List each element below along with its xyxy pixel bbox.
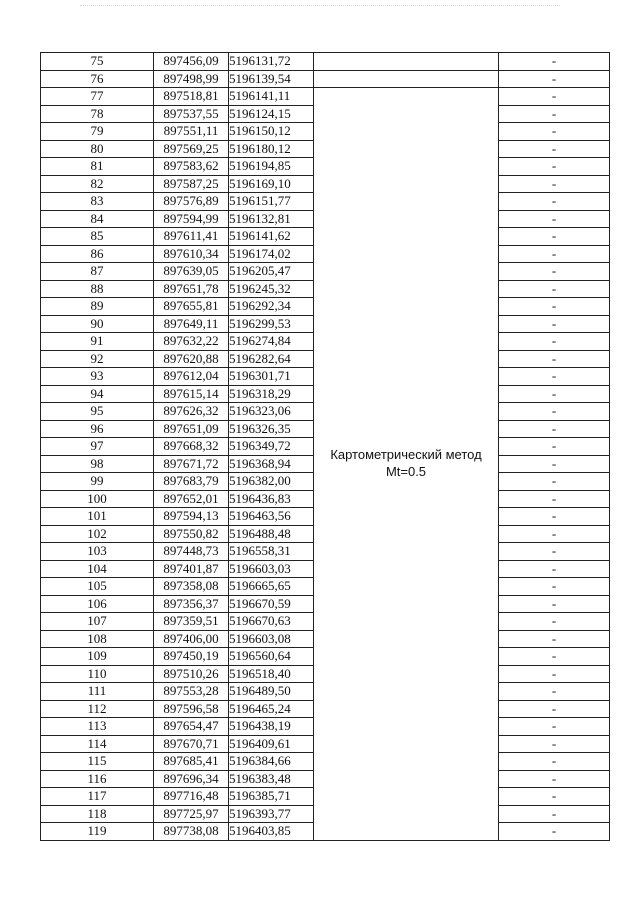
y-coordinate-cell: 5196205,47 — [229, 263, 314, 281]
x-coordinate-cell: 897448,73 — [154, 543, 229, 561]
x-coordinate-cell: 897537,55 — [154, 105, 229, 123]
point-number-cell: 97 — [41, 438, 154, 456]
dash-cell: - — [499, 175, 610, 193]
x-coordinate-cell: 897551,11 — [154, 123, 229, 141]
x-coordinate-cell: 897612,04 — [154, 368, 229, 386]
point-number-cell: 111 — [41, 683, 154, 701]
dash-cell: - — [499, 420, 610, 438]
point-number-cell: 76 — [41, 70, 154, 88]
x-coordinate-cell: 897670,71 — [154, 735, 229, 753]
x-coordinate-cell: 897596,58 — [154, 700, 229, 718]
y-coordinate-cell: 5196463,56 — [229, 508, 314, 526]
point-number-cell: 118 — [41, 805, 154, 823]
x-coordinate-cell: 897685,41 — [154, 753, 229, 771]
table-row — [41, 53, 610, 71]
x-coordinate-cell: 897615,14 — [154, 385, 229, 403]
dash-cell: - — [499, 245, 610, 263]
dash-cell: - — [499, 315, 610, 333]
dash-cell: - — [499, 823, 610, 841]
y-coordinate-cell: 5196385,71 — [229, 788, 314, 806]
point-number-cell: 90 — [41, 315, 154, 333]
x-coordinate-cell: 897358,08 — [154, 578, 229, 596]
point-number-cell: 104 — [41, 560, 154, 578]
point-number-cell: 100 — [41, 490, 154, 508]
y-coordinate-cell: 5196560,64 — [229, 648, 314, 666]
dash-cell: - — [499, 630, 610, 648]
y-coordinate-cell: 5196349,72 — [229, 438, 314, 456]
point-number-cell: 75 — [41, 53, 154, 71]
y-coordinate-cell: 5196194,85 — [229, 158, 314, 176]
x-coordinate-cell: 897626,32 — [154, 403, 229, 421]
y-coordinate-cell: 5196488,48 — [229, 525, 314, 543]
dash-cell: - — [499, 578, 610, 596]
y-coordinate-cell: 5196489,50 — [229, 683, 314, 701]
x-coordinate-cell: 897401,87 — [154, 560, 229, 578]
point-number-cell: 94 — [41, 385, 154, 403]
scan-top-marks — [80, 5, 560, 9]
dash-cell: - — [499, 53, 610, 71]
dash-cell: - — [499, 770, 610, 788]
x-coordinate-cell: 897725,97 — [154, 805, 229, 823]
y-coordinate-cell: 5196141,62 — [229, 228, 314, 246]
dash-cell: - — [499, 280, 610, 298]
method-text: Картометрический метод — [330, 447, 482, 463]
dash-cell: - — [499, 560, 610, 578]
point-number-cell: 107 — [41, 613, 154, 631]
x-coordinate-cell: 897610,34 — [154, 245, 229, 263]
point-number-cell: 98 — [41, 455, 154, 473]
x-coordinate-cell: 897668,32 — [154, 438, 229, 456]
dash-cell: - — [499, 385, 610, 403]
x-coordinate-cell: 897359,51 — [154, 613, 229, 631]
y-coordinate-cell: 5196292,34 — [229, 298, 314, 316]
x-coordinate-cell: 897550,82 — [154, 525, 229, 543]
y-coordinate-cell: 5196403,85 — [229, 823, 314, 841]
point-number-cell: 101 — [41, 508, 154, 526]
point-number-cell: 84 — [41, 210, 154, 228]
dash-cell: - — [499, 805, 610, 823]
point-number-cell: 116 — [41, 770, 154, 788]
dash-cell: - — [499, 263, 610, 281]
dash-cell: - — [499, 298, 610, 316]
y-coordinate-cell: 5196603,03 — [229, 560, 314, 578]
y-coordinate-cell: 5196558,31 — [229, 543, 314, 561]
dash-cell: - — [499, 543, 610, 561]
coordinates-table — [40, 52, 610, 841]
dash-cell: - — [499, 105, 610, 123]
x-coordinate-cell: 897518,81 — [154, 88, 229, 106]
dash-cell: - — [499, 158, 610, 176]
x-coordinate-cell: 897654,47 — [154, 718, 229, 736]
dash-cell: - — [499, 525, 610, 543]
point-number-cell: 99 — [41, 473, 154, 491]
x-coordinate-cell: 897498,99 — [154, 70, 229, 88]
method-cell-empty — [314, 70, 499, 88]
x-coordinate-cell: 897510,26 — [154, 665, 229, 683]
y-coordinate-cell: 5196665,65 — [229, 578, 314, 596]
method-cell — [314, 88, 499, 841]
dash-cell: - — [499, 613, 610, 631]
y-coordinate-cell: 5196393,77 — [229, 805, 314, 823]
y-coordinate-cell: 5196318,29 — [229, 385, 314, 403]
x-coordinate-cell: 897553,28 — [154, 683, 229, 701]
point-number-cell: 86 — [41, 245, 154, 263]
point-number-cell: 115 — [41, 753, 154, 771]
y-coordinate-cell: 5196670,63 — [229, 613, 314, 631]
point-number-cell: 96 — [41, 420, 154, 438]
y-coordinate-cell: 5196299,53 — [229, 315, 314, 333]
table-row — [41, 70, 610, 88]
point-number-cell: 108 — [41, 630, 154, 648]
dash-cell: - — [499, 368, 610, 386]
point-number-cell: 79 — [41, 123, 154, 141]
dash-cell: - — [499, 193, 610, 211]
y-coordinate-cell: 5196151,77 — [229, 193, 314, 211]
point-number-cell: 106 — [41, 595, 154, 613]
point-number-cell: 85 — [41, 228, 154, 246]
point-number-cell: 103 — [41, 543, 154, 561]
y-coordinate-cell: 5196384,66 — [229, 753, 314, 771]
dash-cell: - — [499, 123, 610, 141]
dash-cell: - — [499, 648, 610, 666]
dash-cell: - — [499, 350, 610, 368]
y-coordinate-cell: 5196382,00 — [229, 473, 314, 491]
x-coordinate-cell: 897594,13 — [154, 508, 229, 526]
x-coordinate-cell: 897632,22 — [154, 333, 229, 351]
dash-cell: - — [499, 70, 610, 88]
point-number-cell: 87 — [41, 263, 154, 281]
y-coordinate-cell: 5196670,59 — [229, 595, 314, 613]
dash-cell: - — [499, 665, 610, 683]
point-number-cell: 81 — [41, 158, 154, 176]
dash-cell: - — [499, 508, 610, 526]
y-coordinate-cell: 5196518,40 — [229, 665, 314, 683]
x-coordinate-cell: 897671,72 — [154, 455, 229, 473]
y-coordinate-cell: 5196132,81 — [229, 210, 314, 228]
x-coordinate-cell: 897651,78 — [154, 280, 229, 298]
x-coordinate-cell: 897456,09 — [154, 53, 229, 71]
x-coordinate-cell: 897716,48 — [154, 788, 229, 806]
x-coordinate-cell: 897655,81 — [154, 298, 229, 316]
y-coordinate-cell: 5196409,61 — [229, 735, 314, 753]
y-coordinate-cell: 5196282,64 — [229, 350, 314, 368]
dash-cell: - — [499, 735, 610, 753]
y-coordinate-cell: 5196323,06 — [229, 403, 314, 421]
y-coordinate-cell: 5196124,15 — [229, 105, 314, 123]
point-number-cell: 112 — [41, 700, 154, 718]
y-coordinate-cell: 5196245,32 — [229, 280, 314, 298]
y-coordinate-cell: 5196141,11 — [229, 88, 314, 106]
x-coordinate-cell: 897651,09 — [154, 420, 229, 438]
x-coordinate-cell: 897738,08 — [154, 823, 229, 841]
x-coordinate-cell: 897569,25 — [154, 140, 229, 158]
table-row — [41, 88, 610, 106]
dash-cell: - — [499, 683, 610, 701]
dash-cell: - — [499, 88, 610, 106]
point-number-cell: 92 — [41, 350, 154, 368]
dash-cell: - — [499, 403, 610, 421]
dash-cell: - — [499, 788, 610, 806]
dash-cell: - — [499, 595, 610, 613]
x-coordinate-cell: 897683,79 — [154, 473, 229, 491]
x-coordinate-cell: 897620,88 — [154, 350, 229, 368]
dash-cell: - — [499, 333, 610, 351]
x-coordinate-cell: 897576,89 — [154, 193, 229, 211]
point-number-cell: 80 — [41, 140, 154, 158]
x-coordinate-cell: 897583,62 — [154, 158, 229, 176]
point-number-cell: 119 — [41, 823, 154, 841]
y-coordinate-cell: 5196326,35 — [229, 420, 314, 438]
dash-cell: - — [499, 490, 610, 508]
dash-cell: - — [499, 210, 610, 228]
y-coordinate-cell: 5196438,19 — [229, 718, 314, 736]
method-cell-empty — [314, 53, 499, 71]
point-number-cell: 91 — [41, 333, 154, 351]
point-number-cell: 89 — [41, 298, 154, 316]
point-number-cell: 82 — [41, 175, 154, 193]
y-coordinate-cell: 5196139,54 — [229, 70, 314, 88]
point-number-cell: 78 — [41, 105, 154, 123]
point-number-cell: 83 — [41, 193, 154, 211]
x-coordinate-cell: 897611,41 — [154, 228, 229, 246]
dash-cell: - — [499, 753, 610, 771]
x-coordinate-cell: 897649,11 — [154, 315, 229, 333]
y-coordinate-cell: 5196174,02 — [229, 245, 314, 263]
y-coordinate-cell: 5196180,12 — [229, 140, 314, 158]
y-coordinate-cell: 5196383,48 — [229, 770, 314, 788]
point-number-cell: 88 — [41, 280, 154, 298]
point-number-cell: 110 — [41, 665, 154, 683]
y-coordinate-cell: 5196301,71 — [229, 368, 314, 386]
point-number-cell: 93 — [41, 368, 154, 386]
y-coordinate-cell: 5196169,10 — [229, 175, 314, 193]
dash-cell: - — [499, 228, 610, 246]
y-coordinate-cell: 5196465,24 — [229, 700, 314, 718]
y-coordinate-cell: 5196436,83 — [229, 490, 314, 508]
coordinates-table-body — [41, 53, 610, 841]
point-number-cell: 105 — [41, 578, 154, 596]
point-number-cell: 117 — [41, 788, 154, 806]
x-coordinate-cell: 897696,34 — [154, 770, 229, 788]
dash-cell: - — [499, 438, 610, 456]
dash-cell: - — [499, 700, 610, 718]
point-number-cell: 77 — [41, 88, 154, 106]
x-coordinate-cell: 897639,05 — [154, 263, 229, 281]
point-number-cell: 95 — [41, 403, 154, 421]
y-coordinate-cell: 5196368,94 — [229, 455, 314, 473]
x-coordinate-cell: 897587,25 — [154, 175, 229, 193]
y-coordinate-cell: 5196150,12 — [229, 123, 314, 141]
point-number-cell: 102 — [41, 525, 154, 543]
point-number-cell: 113 — [41, 718, 154, 736]
dash-cell: - — [499, 140, 610, 158]
y-coordinate-cell: 5196274,84 — [229, 333, 314, 351]
point-number-cell: 109 — [41, 648, 154, 666]
x-coordinate-cell: 897652,01 — [154, 490, 229, 508]
x-coordinate-cell: 897450,19 — [154, 648, 229, 666]
y-coordinate-cell: 5196603,08 — [229, 630, 314, 648]
x-coordinate-cell: 897594,99 — [154, 210, 229, 228]
dash-cell: - — [499, 473, 610, 491]
accuracy-text: Mt=0.5 — [385, 463, 427, 479]
x-coordinate-cell: 897406,00 — [154, 630, 229, 648]
x-coordinate-cell: 897356,37 — [154, 595, 229, 613]
point-number-cell: 114 — [41, 735, 154, 753]
dash-cell: - — [499, 455, 610, 473]
y-coordinate-cell: 5196131,72 — [229, 53, 314, 71]
dash-cell: - — [499, 718, 610, 736]
